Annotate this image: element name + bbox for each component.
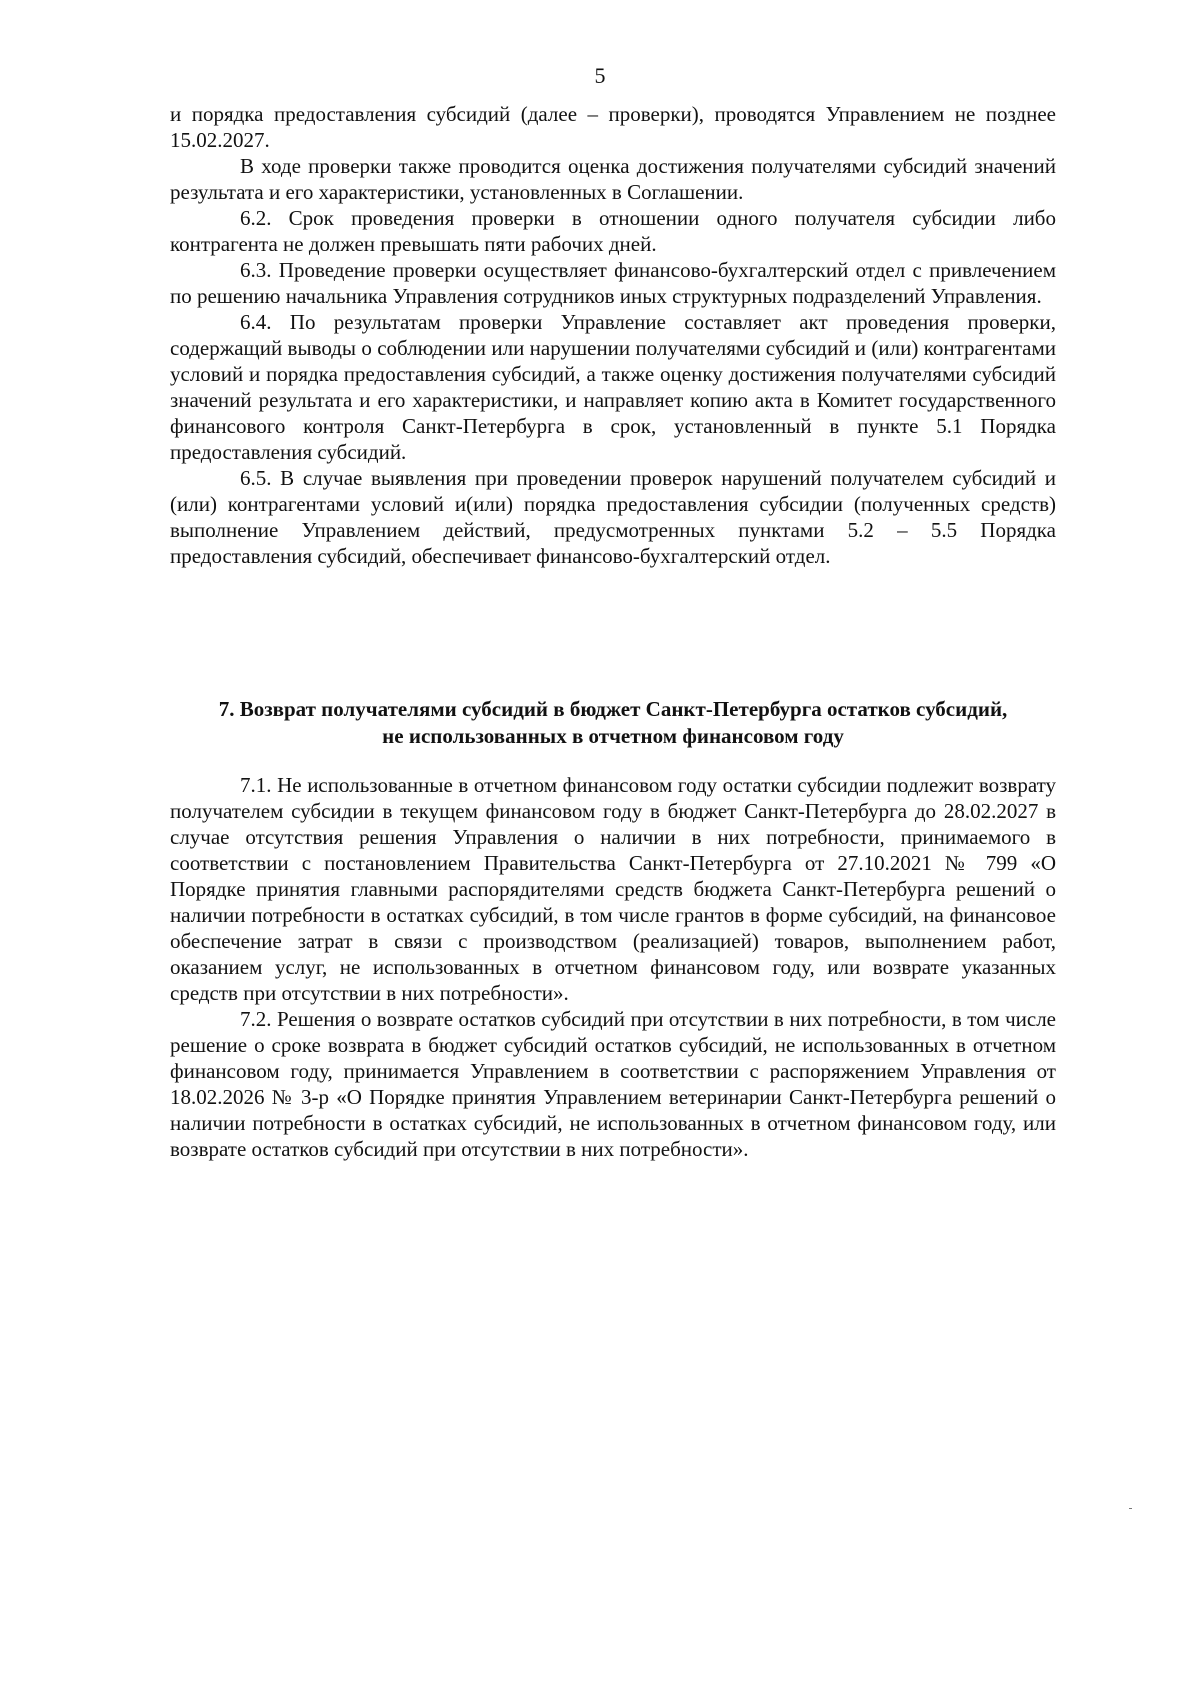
paragraph-6-5: 6.5. В случае выявления при проведении проверок нарушений получателем субсидий и (или) контрагентами условий и(или) порядка предоставления субсидии (полученных средств) выполнение Управлением действий, предусмотренных пунктами 5.2 – 5.5 Порядка предоставления субсидий, обеспечивает финансово-бухгалтерский отдел. (170, 466, 1056, 568)
paragraph-continuation: и порядка предоставления субсидий (далее – проверки), проводятся Управлением не позднее 15.02.2027. (170, 102, 1056, 152)
paragraph-7-2: 7.2. Решения о возврате остатков субсидий при отсутствии в них потребности, в том числе решение о сроке возврата в бюджет субсидий остатков субсидий, не использованных в отчетном финансовом году, принимается Управлением в соответствии с распоряжением Управления от 18.02.2026 № 3-р «О Порядке принятия Управлением ветеринарии Санкт-Петербурга решений о наличии потребности в остатках субсидий, не использованных в отчетном финансовом году, или возврате остатков субсидий при отсутствии в них потребности». (170, 1007, 1056, 1161)
section-6-continuation (170, 101, 1056, 569)
section-7-heading-line-2: не использованных в отчетном финансовом году (382, 724, 844, 748)
section-7-heading (170, 696, 1056, 750)
scan-speck (1129, 1508, 1132, 1509)
section-7-body (170, 772, 1056, 1162)
paragraph-6-3: 6.3. Проведение проверки осуществляет финансово-бухгалтерский отдел с привлечением по решению начальника Управления сотрудников иных структурных подразделений Управления. (170, 258, 1056, 308)
section-7-heading-line-1: 7. Возврат получателями субсидий в бюджет Санкт-Петербурга остатков субсидий, (218, 697, 1008, 721)
page-number: 5 (594, 63, 606, 88)
paragraph-6-2: 6.2. Срок проведения проверки в отношении одного получателя субсидии либо контрагента не должен превышать пяти рабочих дней. (170, 206, 1056, 256)
paragraph-7-1: 7.1. Не использованные в отчетном финансовом году остатки субсидии подлежит возврату получателем субсидии в текущем финансовом году в бюджет Санкт-Петербурга до 28.02.2027 в случае отсутствия решения Управления о наличии в них потребности, принимаемого в соответствии с постановлением Правительства Санкт-Петербурга от 27.10.2021 № 799 «О Порядке принятия главными распорядителями средств бюджета Санкт-Петербурга решений о наличии потребности в остатках субсидий, в том числе грантов в форме субсидий, на финансовое обеспечение затрат в связи с производством (реализацией) товаров, выполнением работ, оказанием услуг, не использованных в отчетном финансовом году, или возврате указанных средств при отсутствии в них потребности». (170, 773, 1056, 1005)
paragraph-6-4: 6.4. По результатам проверки Управление составляет акт проведения проверки, содержащий выводы о соблюдении или нарушении получателями субсидий и (или) контрагентами условий и порядка предоставления субсидий, а также оценку достижения получателями субсидий значений результата и его характеристики, и направляет копию акта в Комитет государственного финансового контроля Санкт-Петербурга в срок, установленный в пункте 5.1 Порядка предоставления субсидий. (170, 310, 1056, 464)
paragraph-assessment: В ходе проверки также проводится оценка достижения получателями субсидий значений результата и его характеристики, установленных в Соглашении. (170, 154, 1056, 204)
